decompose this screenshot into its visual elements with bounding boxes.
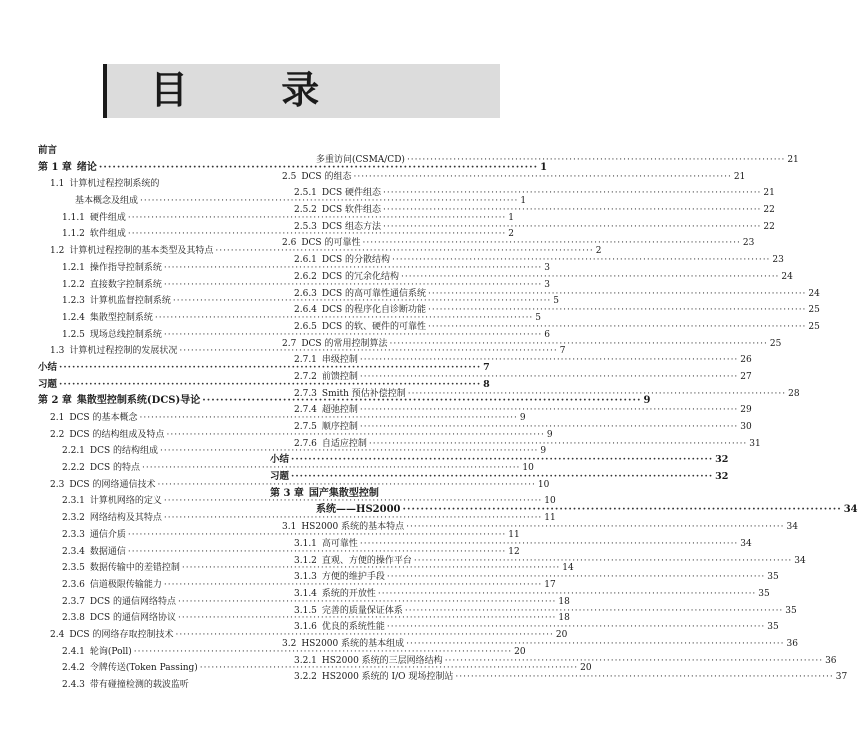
toc-leader-dots [353,169,731,186]
toc-leader-dots [392,252,770,269]
toc-entry [270,302,820,319]
toc-entry-title: 集散型控制系统(DCS)导论 [76,395,201,407]
toc-entry-page: 18 [558,596,570,607]
toc-entry [270,636,798,653]
toc-leader-dots [428,302,806,319]
toc-entry-page: 34 [794,555,806,566]
toc-entry-title: 计算机网络的定义 [89,496,162,507]
toc-entry-page: 10 [544,496,556,507]
toc-entry-number: 2.2.1 [62,446,85,457]
toc-entry-title: DCS 的高可靠性通信系统 [321,288,427,299]
toc-entry-title: 高可靠性 [321,538,358,549]
toc-entry [270,486,474,503]
toc-entry-page: 30 [740,422,752,432]
toc-entry-title: 集散型控制系统 [89,312,153,323]
toc-leader-dots [406,636,784,653]
toc-entry-number: 2.3.1 [62,496,85,507]
toc-entry-number: 1.2.1 [62,262,85,273]
toc-entry-title: DCS 硬件组态 [321,188,382,199]
toc-entry-title: DCS 的可靠性 [301,238,361,249]
toc-entry-page: 24 [808,288,820,299]
toc-entry-page: 25 [808,321,820,332]
toc-entry-title: DCS 的特点 [89,463,141,474]
toc-entry-title: 轮询(Poll) [89,646,132,657]
toc-entry-page: 34 [843,504,858,516]
toc-leader-dots [383,219,761,236]
toc-entry-number: 2.1 [50,413,65,423]
toc-entry-page: 17 [544,579,556,590]
toc-entry [270,169,746,186]
toc-entry-number: 2.3 [50,479,65,490]
toc-entry-title: 习题 [270,471,290,483]
toc-entry [270,319,820,336]
toc-entry [270,436,761,453]
toc-entry [270,419,752,436]
toc-entry-title: HS2000 系统的 I/O 现场控制站 [321,672,454,683]
toc-entry-number: 3.1.3 [294,572,317,583]
toc-entry-title: 自适应控制 [321,438,367,449]
toc-entry-title: 小结 [270,454,290,466]
toc-entry [270,386,800,403]
toc-entry [270,352,752,369]
toc-entry-number: 2.4.1 [62,646,85,657]
toc-entry-number: 2.3.5 [62,563,85,574]
toc-entry-number: 2.2 [50,429,65,440]
toc-entry-page: 9 [540,446,547,457]
toc-entry [38,176,260,193]
toc-entry-number: 2.6 [282,238,297,249]
toc-entry-page: 18 [558,613,570,624]
toc-entry-page: 11 [508,529,520,540]
toc-entry-number: 2.7.3 [294,388,317,399]
toc-entry-title: 计算机过程控制的基本类型及其特点 [69,246,214,257]
toc-entry-title: 现场总线控制系统 [89,329,162,340]
toc-entry [270,219,775,236]
toc-entry-title: 计算机过程控制系统的 [69,179,160,190]
toc-entry-page: 34 [786,522,798,533]
toc-entry-title: DCS 的通信网络特点 [89,596,177,607]
toc-entry-number: 3.1.6 [294,622,317,633]
toc-entry-title: 硬件组成 [89,212,126,223]
toc-entry-page: 20 [514,646,526,657]
toc-entry-number: 1.3 [50,346,65,357]
toc-leader-dots [408,386,786,403]
toc-entry-number: 2.5 [282,171,297,182]
toc-entry-number: 2.7.4 [294,405,317,416]
toc-entry-page: 7 [483,361,490,373]
toc-entry-page: 1 [540,161,548,173]
toc-entry [270,202,775,219]
toc-entry-title: 信道极限传输能力 [89,579,162,590]
toc-entry-number: 1.2 [50,246,65,257]
toc-entry-number: 2.6.3 [294,288,317,299]
toc-entry-number: 3.2.1 [294,655,317,666]
toc-entry-title: Smith 预估补偿控制 [321,388,406,399]
toc-leader-dots [389,336,767,353]
toc-entry-title: 系统的开放性 [321,588,376,599]
toc-entry-title: 数据通信 [89,546,126,557]
toc-entry-page: 25 [808,305,820,316]
toc-entry-title: 优良的系统性能 [321,622,385,633]
toc-entry [270,252,784,269]
toc-entry-page: 22 [763,221,775,232]
toc-entry-page: 35 [785,605,797,616]
toc-entry-title: 带有碰撞检测的载波监听 [89,680,189,690]
toc-entry-title: DCS 的冗余化结构 [321,271,400,282]
toc-entry-number: 1.2.2 [62,279,85,290]
toc-entry-title: 计算机过程控制的发展状况 [69,346,178,357]
toc-entry-number: 2.6.2 [294,271,317,282]
toc-entry-page: 2 [508,229,515,240]
toc-entry-page: 9 [519,413,526,423]
toc-entry-title: HS2000 系统的基本特点 [301,522,405,533]
toc-entry-number: 2.4 [50,629,65,640]
toc-entry-page: 2 [595,246,602,257]
toc-leader-dots [378,586,756,603]
toc-entry-title: DCS 的程序化自诊断功能 [321,305,427,316]
toc-leader-dots [383,202,761,219]
toc-entry-page: 23 [742,238,755,249]
toc-entry-page: 8 [483,378,490,390]
toc-entry-title: 完善的质量保证体系 [321,605,403,616]
toc-entry [270,269,793,286]
toc-entry-page: 37 [835,672,848,683]
toc-entry-number: 1.2.5 [62,329,85,340]
toc-entry-number: 2.4.2 [62,663,85,674]
toc-entry-title: DCS 的常用控制算法 [301,338,388,349]
toc-entry-number: 2.7.6 [294,438,317,449]
toc-entry-number: 1.2.3 [62,296,85,307]
toc-entry [270,402,752,419]
toc-entry-page: 36 [825,655,837,666]
toc-entry-title: 多重访问(CSMA/CD) [316,155,405,165]
toc-entry-title: 通信介质 [89,529,126,540]
toc-leader-dots [362,235,740,252]
toc-leader-dots [291,452,713,469]
toc-leader-dots [401,269,779,286]
toc-entry-page: 10 [537,479,550,490]
toc-entry-page: 35 [767,572,779,583]
toc-entry-title: DCS 的结构组成及特点 [69,429,165,440]
toc-entry-title: 小结 [38,361,58,373]
toc-entry-page: 1 [508,212,515,223]
toc-entry-number: 第 3 章 [270,487,304,499]
toc-entry-page: 34 [740,538,752,549]
toc-entry-number: 2.3.7 [62,596,85,607]
toc-entry-page: 12 [508,546,520,557]
toc-entry-page: 32 [715,454,729,466]
toc-leader-dots [360,419,738,436]
toc-leader-dots [383,185,761,202]
toc-entry-page: 6 [544,329,551,340]
toc-leader-dots [428,319,806,336]
toc-entry-number: 2.5.1 [294,188,317,199]
toc-entry-number: 3.1.4 [294,588,317,599]
toc-entry-number: 3.1.2 [294,555,317,566]
toc-leader-dots [428,286,806,303]
page-title: 目 录 [150,68,360,112]
toc-entry-page: 22 [763,205,775,216]
toc-entry-title: DCS 的分散结构 [321,255,391,266]
toc-entry-page: 3 [544,279,551,290]
toc-entry-number: 3.2.2 [294,672,317,683]
toc-entry [270,336,782,353]
toc-entry-title: DCS 的通信网络协议 [89,613,177,624]
toc-entry-page: 23 [772,255,784,266]
toc-entry [270,235,755,252]
toc-entry-title: DCS 的组态 [301,171,352,182]
toc-leader-dots [387,619,765,636]
toc-leader-dots [291,469,713,486]
toc-leader-dots [445,653,823,670]
toc-entry-page: 25 [769,338,782,349]
toc-entry-page: 27 [740,371,752,382]
toc-entry-title: HS2000 系统的三层网络结构 [321,655,443,666]
toc-entry-title: 数据传输中的差错控制 [89,563,180,574]
toc-entry-page: 20 [580,663,592,674]
toc-entry-page: 24 [781,271,793,282]
toc-entry-number: 2.6.1 [294,255,317,266]
toc-leader-dots [360,536,738,553]
toc-entry-number: 3.1 [282,522,297,533]
toc-entry-title: 网络结构及其特点 [89,513,162,524]
toc-entry-title: 直接数字控制系统 [89,279,162,290]
toc-entry-title: DCS 的网络存取控制技术 [69,629,174,640]
toc-entry-page: 36 [786,638,798,649]
toc-entry-number: 2.6.5 [294,321,317,332]
toc-leader-dots [407,152,785,169]
toc-entry-title: 令牌传送(Token Passing) [89,663,198,674]
toc-entry-number: 2.3.3 [62,529,85,540]
toc-entry-page: 32 [715,471,729,483]
toc-entry-title: 前言 [38,145,58,156]
toc-entry-title: 计算机监督控制系统 [89,296,171,307]
toc-entry [270,185,775,202]
toc-entry-number: 2.7 [282,338,297,349]
toc-entry-title: HS2000 系统的基本组成 [301,638,405,649]
toc-entry-number: 1.2.4 [62,312,85,323]
toc-entry-title: 基本概念及组成 [75,196,139,207]
toc-entry-number: 2.7.1 [294,355,317,366]
toc-leader-dots [455,669,833,686]
toc-entry-title: DCS 的基本概念 [69,413,138,423]
toc-entry-page: 31 [749,438,761,449]
toc-entry-page: 11 [544,513,556,524]
toc-entry [270,152,799,169]
toc-entry-page: 21 [733,171,746,182]
toc-entry-page: 3 [544,262,551,273]
toc-entry-page: 29 [740,405,752,416]
toc-entry-title: 系统——HS2000 [316,504,401,516]
toc-entry-page: 10 [522,463,534,474]
toc-leader-dots [403,502,842,519]
toc-entry [270,369,752,386]
toc-entry-title: 软件组成 [89,229,126,240]
toc-entry-number: 3.1.5 [294,605,317,616]
toc-entry-page: 5 [553,296,560,307]
toc-entry-title: 绪论 [76,161,97,173]
toc-entry-number: 3.1.1 [294,538,317,549]
toc-entry-title: 习题 [38,378,58,390]
toc-entry-number: 2.3.6 [62,579,85,590]
toc-entry-page: 1 [520,196,527,207]
toc-entry-page: 14 [562,563,574,574]
toc-leader-dots [387,569,765,586]
toc-entry-page: 9 [546,429,553,440]
toc-entry-number: 2.2.2 [62,463,85,474]
toc-entry-page: 28 [788,388,800,399]
toc-entry-title: 国产集散型控制 [308,487,379,499]
toc-leader-dots [360,402,738,419]
toc-entry-number: 2.3.2 [62,513,85,524]
toc-entry-page: 26 [740,355,752,366]
toc-entry [38,677,260,694]
toc-entry [38,143,260,160]
toc-entry-number: 2.6.4 [294,305,317,316]
toc-entry-title: 顺序控制 [321,422,358,432]
toc-entry-number: 第 1 章 [38,161,72,173]
toc-entry-number: 第 2 章 [38,395,72,407]
toc-entry [270,669,848,686]
toc-entry-title: 前馈控制 [321,371,358,382]
toc-entry [270,286,820,303]
toc-entry-page: 35 [758,588,770,599]
toc-entry-title: DCS 的结构组成 [89,446,159,457]
toc-entry-title: DCS 组态方法 [321,221,382,232]
toc-entry-title: 方便的维护手段 [321,572,385,583]
toc-entry-number: 1.1.2 [62,229,85,240]
toc-entry-page: 20 [555,629,568,640]
toc-leader-dots [369,436,747,453]
toc-entry-page: 21 [787,155,799,165]
toc-entry-title: DCS 的网络通信技术 [69,479,156,490]
toc-entry-title: 超弛控制 [321,405,358,416]
toc-entry-number: 2.7.2 [294,371,317,382]
toc-entry-title: 操作指导控制系统 [89,262,162,273]
toc-entry-page: 21 [763,188,775,199]
toc-leader-dots [406,519,784,536]
toc-entry-number: 2.3.4 [62,546,85,557]
toc-entry-page: 7 [559,346,566,357]
toc-entry-page: 9 [643,395,651,407]
toc-entry [270,653,837,670]
toc-entry-number: 2.3.8 [62,613,85,624]
toc-entry-number: 2.7.5 [294,422,317,432]
toc-entry-title: 串级控制 [321,355,358,366]
toc-leader-dots [360,369,738,386]
toc-entry-number: 1.1 [50,179,65,190]
toc-leader-dots [360,352,738,369]
title-banner-bar [103,64,107,118]
toc-entry-number: 1.1.1 [62,212,85,223]
toc-entry-title: DCS 软件组态 [321,205,382,216]
toc-entry-number: 2.5.3 [294,221,317,232]
toc-entry-number: 2.5.2 [294,205,317,216]
toc-entry-number: 2.4.3 [62,680,85,690]
toc-entry-number: 3.2 [282,638,297,649]
toc-leader-dots [414,553,792,570]
toc-leader-dots [405,603,783,620]
toc-entry-title: 直观、方便的操作平台 [321,555,412,566]
toc-entry-title: DCS 的软、硬件的可靠性 [321,321,427,332]
toc-entry-page: 5 [535,312,542,323]
toc-entry-page: 35 [767,622,779,633]
